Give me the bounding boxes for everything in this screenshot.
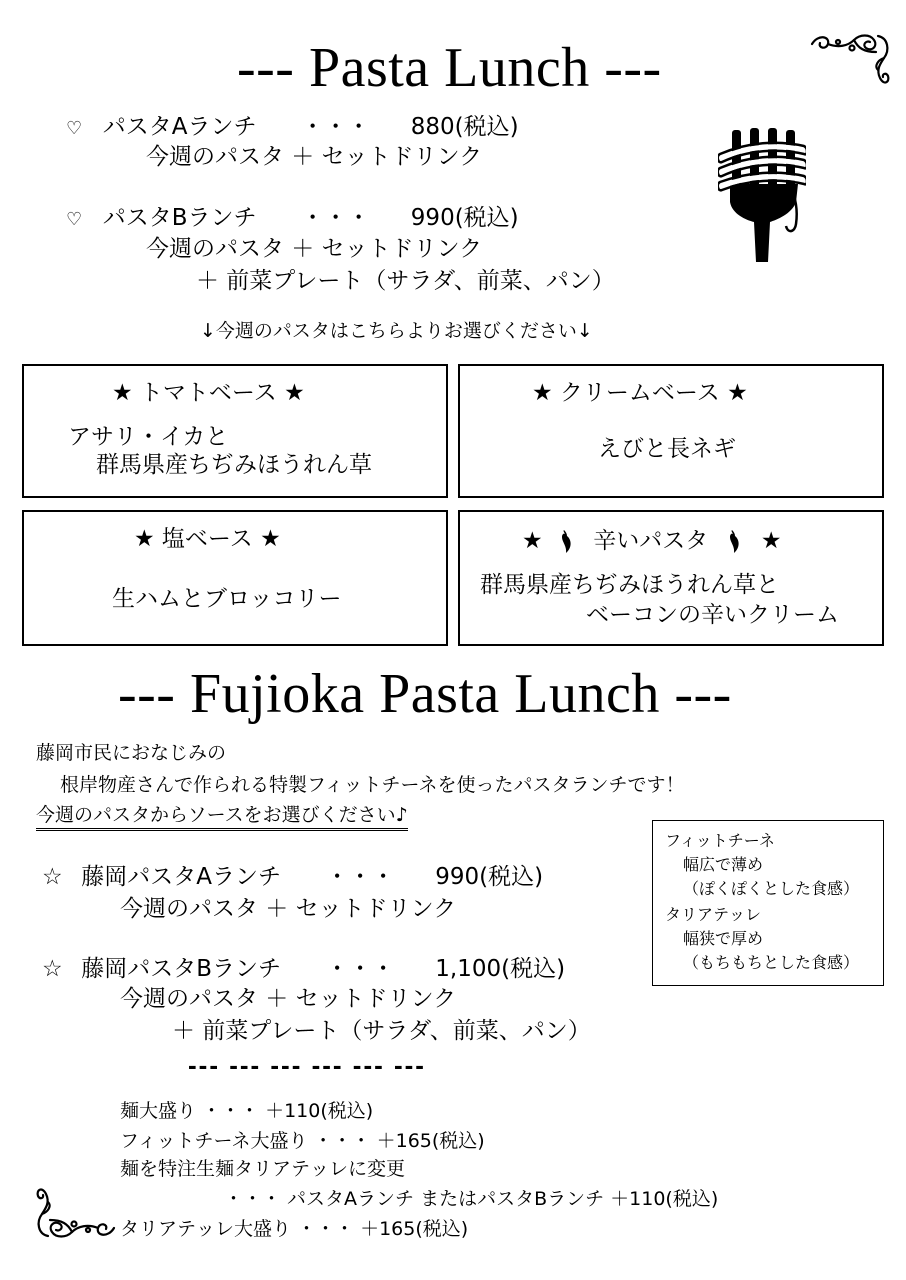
fork-pasta-icon: [718, 128, 806, 262]
lunch-a-row: [66, 116, 519, 139]
heart-bullet-icon: ♡: [66, 209, 83, 230]
salt-base-box: [22, 510, 448, 646]
option-large-noodles: 麺大盛り ・・・ ＋110(税込): [120, 1100, 374, 1122]
spicy-pasta-box: [458, 510, 884, 646]
fujioka-lunch-b-row: [42, 958, 565, 981]
spicy-pasta-line2: ベーコンの辛いクリーム: [586, 602, 839, 628]
heart-bullet-icon: ♡: [66, 118, 83, 139]
lunch-a-name: パスタAランチ: [102, 114, 257, 140]
fujioka-intro-line2: 根岸物産さんで作られる特製フィットチーネを使ったパスタランチです！: [60, 774, 685, 796]
lunch-a-price: 880(税込): [410, 114, 519, 140]
fujioka-lunch-a-row: [42, 866, 543, 889]
fujioka-lunch-a-name: 藤岡パスタAランチ: [81, 864, 281, 890]
lunch-b-dots: ・・・: [301, 205, 371, 231]
star-left: ★: [522, 528, 543, 554]
fujioka-lunch-b-description-extra: ＋ 前菜プレート（サラダ、前菜、パン）: [172, 1018, 591, 1044]
lunch-b-description-extra: ＋ 前菜プレート（サラダ、前菜、パン）: [196, 268, 615, 294]
chili-pepper-icon: [558, 528, 576, 554]
lunch-a-dots: ・・・: [301, 114, 371, 140]
star-outline-icon: ☆: [42, 956, 63, 982]
tomato-base-line2: 群馬県産ちぢみほうれん草: [96, 452, 372, 478]
spicy-pasta-heading: [522, 528, 782, 554]
fujioka-lunch-b-price: 1,100(税込): [435, 956, 566, 982]
option-large-fettuccine: フィットチーネ大盛り ・・・ ＋165(税込): [120, 1130, 485, 1152]
cream-base-heading: ★ クリームベース ★: [532, 380, 748, 406]
salt-base-heading: ★ 塩ベース ★: [134, 526, 281, 552]
lunch-b-description: 今週のパスタ ＋ セットドリンク: [146, 236, 483, 262]
option-change-tagliatelle: 麺を特注生麺タリアテッレに変更: [120, 1158, 406, 1180]
fujioka-lunch-b-dots: ・・・: [325, 956, 395, 982]
choose-pasta-note: ↓今週のパスタはこちらよりお選びください↓: [200, 320, 593, 342]
noodle-info-fettuccine-texture: （ぽくぽくとした食感）: [683, 879, 860, 898]
star-right: ★: [760, 528, 782, 554]
lunch-a-description: 今週のパスタ ＋ セットドリンク: [146, 144, 483, 170]
spicy-pasta-label: 辛いパスタ: [593, 528, 709, 554]
option-change-tagliatelle-price: ・・・ パスタAランチ またはパスタBランチ ＋110(税込): [224, 1188, 719, 1210]
lunch-b-row: [66, 207, 519, 230]
lunch-b-name: パスタBランチ: [102, 205, 257, 231]
pasta-lunch-title: --- Pasta Lunch ---: [237, 37, 662, 99]
fujioka-lunch-a-price: 990(税込): [435, 864, 544, 890]
noodle-info-tagliatelle: タリアテッレ: [665, 905, 762, 924]
star-outline-icon: ☆: [42, 864, 63, 890]
noodle-info-fettuccine-desc: 幅広で薄め: [683, 855, 764, 874]
tomato-base-line1: アサリ・イカと: [68, 424, 229, 450]
noodle-info-tagliatelle-texture: （もちもちとした食感）: [683, 953, 860, 972]
salt-base-line1: 生ハムとブロッコリー: [112, 586, 342, 612]
lunch-b-price: 990(税込): [410, 205, 519, 231]
tomato-base-heading: ★ トマトベース ★: [112, 380, 305, 406]
noodle-info-box: [652, 820, 884, 986]
ornament-flourish-icon: [34, 1180, 118, 1242]
chili-pepper-icon: [726, 528, 744, 554]
cream-base-line1: えびと長ネギ: [598, 436, 736, 462]
tomato-base-box: [22, 364, 448, 498]
option-large-tagliatelle: タリアテッレ大盛り ・・・ ＋165(税込): [120, 1218, 469, 1240]
fujioka-lunch-a-description: 今週のパスタ ＋ セットドリンク: [120, 896, 457, 922]
ornament-flourish-icon: [808, 30, 892, 92]
fujioka-pasta-lunch-title: --- Fujioka Pasta Lunch ---: [118, 663, 732, 725]
noodle-info-fettuccine: フィットチーネ: [665, 831, 775, 850]
fujioka-lunch-b-description: 今週のパスタ ＋ セットドリンク: [120, 986, 457, 1012]
noodle-info-tagliatelle-desc: 幅狭で厚め: [683, 929, 764, 948]
fujioka-intro-line1: 藤岡市民におなじみの: [36, 742, 227, 764]
fujioka-lunch-a-dots: ・・・: [325, 864, 395, 890]
cream-base-box: [458, 364, 884, 498]
fujioka-intro-line3: 今週のパスタからソースをお選びください♪: [36, 804, 408, 831]
fujioka-lunch-b-name: 藤岡パスタBランチ: [81, 956, 282, 982]
section-divider: --- --- --- --- --- ---: [188, 1050, 426, 1080]
fujioka-intro-line3-wrap: [36, 806, 408, 825]
spicy-pasta-line1: 群馬県産ちぢみほうれん草と: [480, 572, 779, 598]
